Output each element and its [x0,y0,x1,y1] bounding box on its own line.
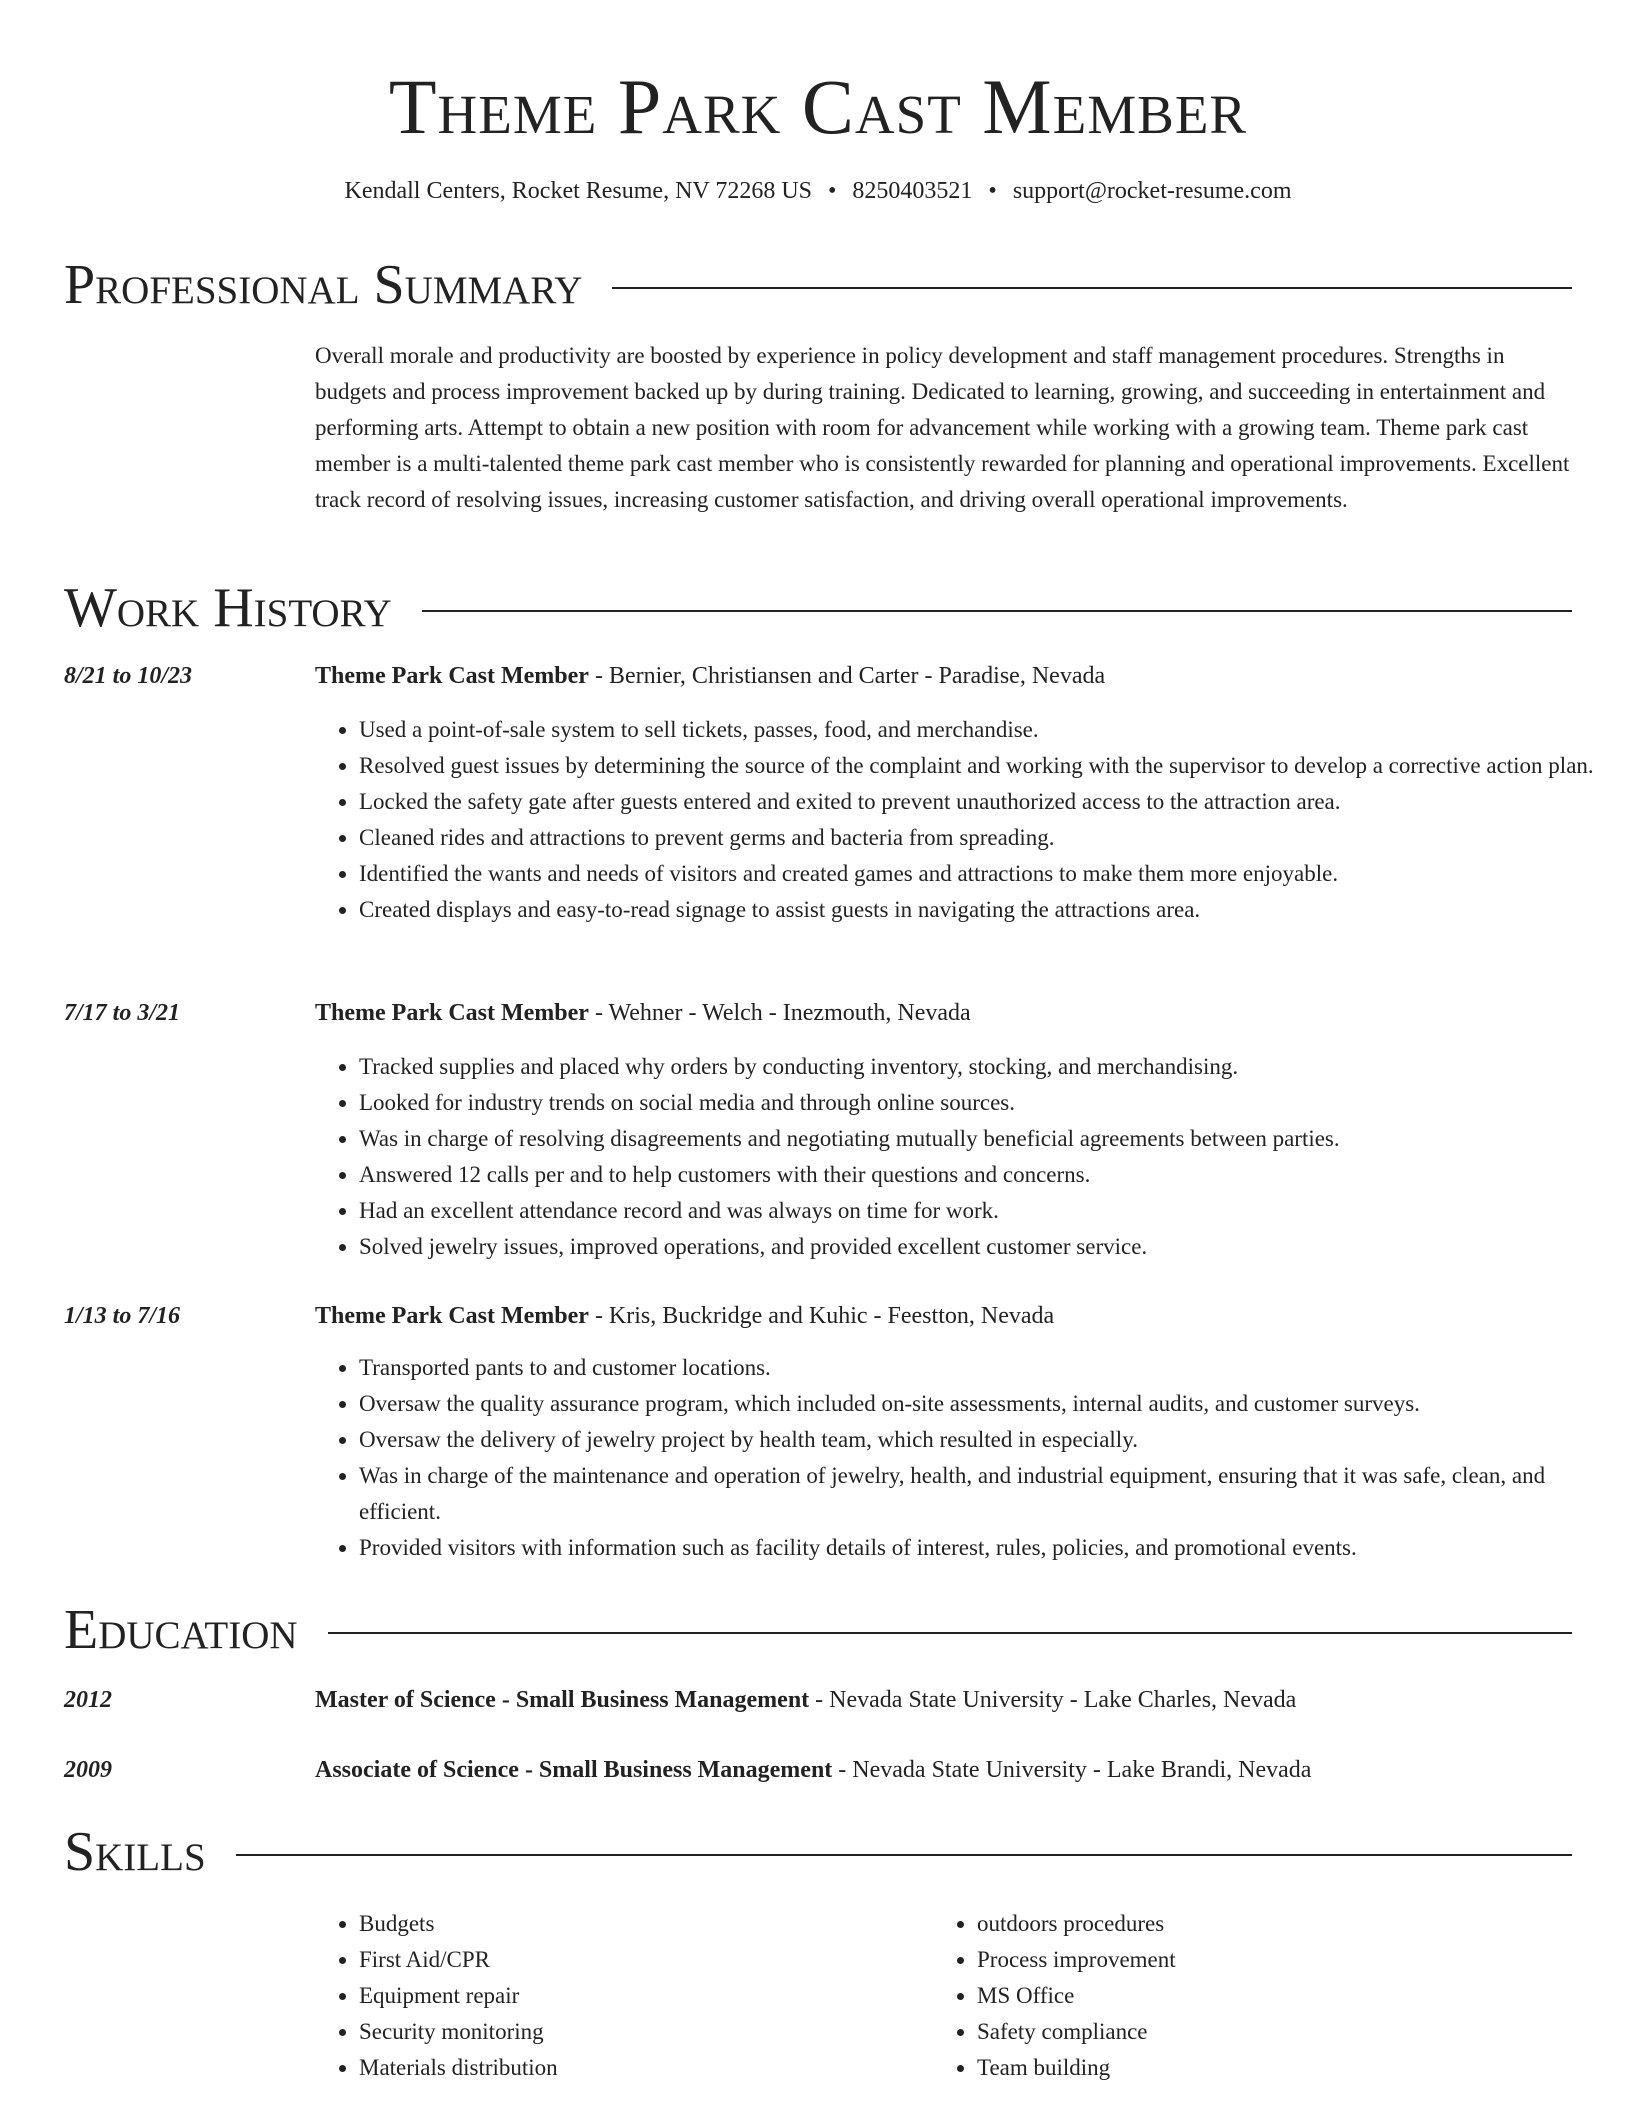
job-bullet: • Was in charge of the maintenance and operation of jewelry, health, and industrial equipment, ensuring that it was safe, clean, and efficient. [359,1458,1616,1530]
job-dates: 1/13 to 7/16 [64,1303,181,1329]
school-details: - Nevada State University - Lake Charles, Nevada [809,1687,1297,1713]
section-divider [422,610,1572,612]
skills-list-left [315,1906,919,2086]
education-heading [315,1682,1296,1718]
job-bullet: • Resolved guest issues by determining the source of the complaint and working with the supervisor to develop a corrective action plan. [359,748,1616,784]
job-bullet: • Had an excellent attendance record and was always on time for work. [359,1193,1616,1229]
contact-line [64,175,1572,207]
candidate-name: Theme Park Cast Member [388,63,1248,150]
job-bullet: • Looked for industry trends on social media and through online sources. [359,1085,1616,1121]
job-bullet: • Answered 12 calls per and to help customers with their questions and concerns. [359,1157,1616,1193]
job-bullet: • Used a point-of-sale system to sell tickets, passes, food, and merchandise. [359,712,1616,748]
degree-title: Master of Science - Small Business Management [315,1687,810,1713]
job-employer: - Bernier, Christiansen and Carter - Paradise, Nevada [588,663,1106,689]
job-heading [315,995,971,1031]
job-dates: 7/17 to 3/21 [64,1000,181,1026]
job-bullet: • Oversaw the delivery of jewelry project by health team, which resulted in especially. [359,1422,1616,1458]
job-bullet: • Tracked supplies and placed why orders by conducting inventory, stocking, and merchandising. [359,1049,1616,1085]
work-section-header [64,576,1572,640]
degree-title: Associate of Science - Small Business Management [315,1757,833,1783]
education-heading [315,1752,1311,1788]
contact-separator: • [988,178,997,204]
skill-item: • Budgets [359,1906,919,1942]
job-heading [315,1298,1054,1334]
skills-list-right [933,1906,1577,2086]
job-bullet: • Cleaned rides and attractions to prevent germs and bacteria from spreading. [359,820,1616,856]
job-title: Theme Park Cast Member [315,1303,589,1329]
skill-item: • Equipment repair [359,1978,919,2014]
job-bullets [315,712,1616,928]
contact-email: support@rocket-resume.com [1012,178,1292,204]
skill-item: • Team building [977,2050,1577,2086]
section-divider [236,1854,1572,1856]
work-section-title: Work History [64,577,392,639]
job-employer: - Kris, Buckridge and Kuhic - Feestton, Nevada [588,1303,1055,1329]
summary-section-header [64,253,1572,317]
section-divider [612,287,1572,289]
job-dates: 8/21 to 10/23 [64,663,193,689]
section-divider [328,1632,1572,1634]
job-bullet: • Was in charge of resolving disagreements and negotiating mutually beneficial agreements between parties. [359,1121,1616,1157]
job-bullets [315,1350,1616,1566]
education-year: 2012 [64,1687,112,1713]
job-bullet: • Locked the safety gate after guests entered and exited to prevent unauthorized access to the attraction area. [359,784,1616,820]
contact-address: Kendall Centers, Rocket Resume, NV 72268 US [344,178,812,204]
skills-section-header [64,1820,1572,1884]
school-details: - Nevada State University - Lake Brandi, Nevada [832,1757,1312,1783]
job-bullet: • Provided visitors with information such as facility details of interest, rules, policies, and promotional events. [359,1530,1616,1566]
summary-section-title: Professional Summary [64,254,583,316]
skill-item: • Security monitoring [359,2014,919,2050]
skill-item: • First Aid/CPR [359,1942,919,1978]
skill-item: • Process improvement [977,1942,1577,1978]
education-section-header [64,1598,1572,1662]
job-heading [315,658,1105,694]
job-title: Theme Park Cast Member [315,663,589,689]
skill-item: • Materials distribution [359,2050,919,2086]
job-bullet: • Identified the wants and needs of visitors and created games and attractions to make them more enjoyable. [359,856,1616,892]
contact-separator: • [828,178,837,204]
skills-section-title: Skills [64,1821,206,1883]
skill-item: • outdoors procedures [977,1906,1577,1942]
job-bullets [315,1049,1616,1265]
summary-text: Overall morale and productivity are boosted by experience in policy development and staff management procedures. Strengths in budgets and process improvement backed up by during training. Dedicated to learning, growing, and succeeding in entertainment and performing arts. Attempt to obtain a new position with room for advancement while working with a growing team. Theme park cast member is a multi-talented theme park cast member who is consistently rewarded for planning and operational improvements. Excellent track record of resolving issues, increasing customer satisfaction, and driving overall operational improvements. [315,343,1570,512]
contact-phone: 8250403521 [852,178,973,204]
education-section-title: Education [64,1599,298,1661]
skill-item: • MS Office [977,1978,1577,2014]
education-year: 2009 [64,1757,112,1783]
job-title: Theme Park Cast Member [315,1000,589,1026]
job-employer: - Wehner - Welch - Inezmouth, Nevada [588,1000,971,1026]
job-bullet: • Oversaw the quality assurance program, which included on-site assessments, internal audits, and customer surveys. [359,1386,1616,1422]
job-bullet: • Solved jewelry issues, improved operations, and provided excellent customer service. [359,1229,1616,1265]
skill-item: • Safety compliance [977,2014,1577,2050]
job-bullet: • Transported pants to and customer locations. [359,1350,1616,1386]
job-bullet: • Created displays and easy-to-read signage to assist guests in navigating the attractions area. [359,892,1616,928]
